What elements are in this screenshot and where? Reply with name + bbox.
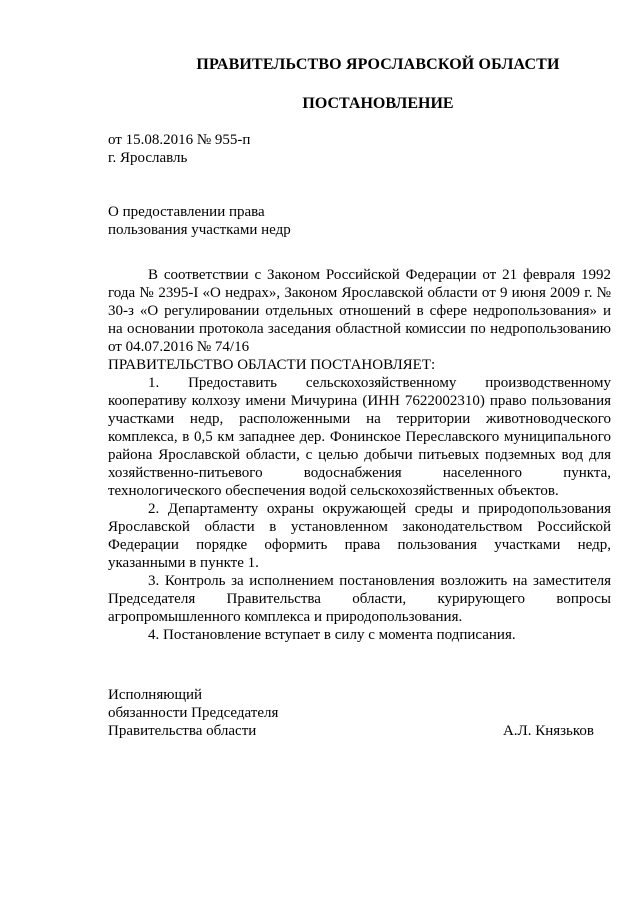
document-body (108, 266, 611, 644)
signatory-title-line-3: Правительства области (108, 723, 257, 739)
preamble-paragraph: В соответствии с Законом Российской Федерации от 21 февраля 1992 года № 2395-I «О недрах», Законом Ярославской области от 9 июня 2009 г. № 30-з «О регулировании отдельных отношений в сфере недропользования» и на основании протокола заседания областной комиссии по недропользованию от 04.07.2016 № 74/16 (108, 267, 611, 355)
item-paragraph-2: 2. Департаменту охраны окружающей среды и природопользования Ярославской области в установленном законодательством Российской Федерации порядке оформить права пользования участками недр, указанными в пункте 1. (108, 501, 611, 571)
signatory-title-line-1: Исполняющий (108, 687, 203, 703)
item-paragraph-1: 1. Предоставить сельскохозяйственному производственному кооперативу колхозу имени Мичурина (ИНН 7622002310) право пользования участками недр, расположенными на территории животноводческого комплекса, в 0,5 км западнее дер. Фонинское Переславского муниципального района Ярославской области, с целью добычи питьевых подземных вод для хозяйственно-питьевого водоснабжения населенного пункта, технологического обеспечения водой сельскохозяйственных объектов. (108, 375, 611, 499)
subject-line-1: О предоставлении права (108, 204, 265, 220)
document-date-number: от 15.08.2016 № 955-п (108, 132, 251, 148)
signatory-title-line-2: обязанности Председателя (108, 705, 279, 721)
organization-heading: ПРАВИТЕЛЬСТВО ЯРОСЛАВСКОЙ ОБЛАСТИ (196, 56, 560, 73)
signatory-name: А.Л. Князьков (502, 723, 594, 739)
subject-line-2: пользования участками недр (108, 222, 291, 238)
document-city: г. Ярославль (108, 150, 188, 166)
item-paragraph-3: 3. Контроль за исполнением постановления возложить на заместителя Председателя Правительства области, курирующего вопросы агропромышленного комплекса и природопользования. (108, 573, 611, 625)
resolves-line: ПРАВИТЕЛЬСТВО ОБЛАСТИ ПОСТАНОВЛЯЕТ: (108, 357, 436, 373)
document-type-heading: ПОСТАНОВЛЕНИЕ (302, 95, 454, 112)
item-paragraph-4: 4. Постановление вступает в силу с момента подписания. (148, 627, 516, 643)
